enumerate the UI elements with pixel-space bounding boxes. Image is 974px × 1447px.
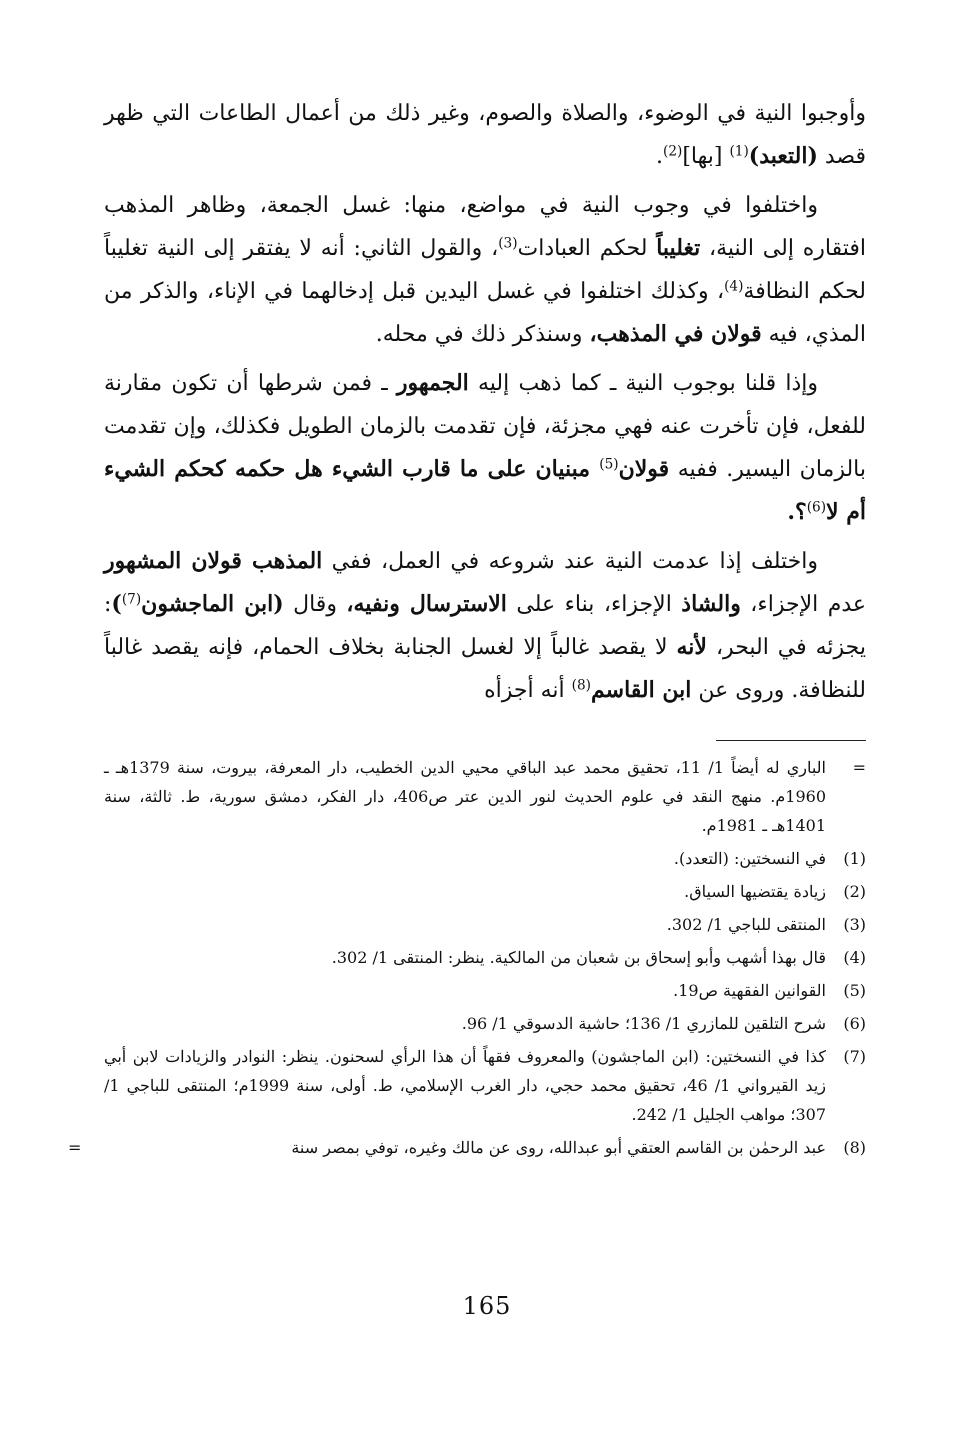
footnote-ref: (1): [729, 143, 749, 160]
footnote-number: (8): [843, 1138, 866, 1157]
text-run: ـ فمن شرطها أن تكون مقارنة للفعل، فإن تأخرت عنه فهي مجزئة، فإن تقدمت بالزمان الطويل فكذلك، وإن تقدمت بالزمان اليسير. ففيه: [104, 371, 866, 482]
footnote-number: (1): [843, 849, 866, 868]
footnote: [104, 910, 866, 939]
footnote: [104, 943, 866, 972]
page-number: 165: [462, 1292, 512, 1320]
footnote-text: في النسختين: (التعدد).: [673, 849, 826, 868]
bold-term: قولان: [618, 456, 670, 482]
text-run: : يجزئه في البحر،: [104, 592, 867, 660]
paragraph: [104, 92, 866, 178]
footnote: [104, 753, 866, 840]
footnote-text: المنتقى للباجي 1/ 302.: [666, 915, 826, 934]
footnote-ref: (3): [498, 235, 518, 252]
footnote-number: =: [852, 758, 866, 777]
paragraph: [104, 540, 866, 712]
text-run: وسنذكر ذلك في محله.: [375, 322, 590, 347]
text-run: وأوجبوا النية في الوضوء، والصلاة والصوم، وغير ذلك من أعمال الطاعات التي ظهر قصد: [104, 101, 866, 169]
footnote: [104, 877, 866, 906]
footnotes: [68, 753, 866, 1162]
paragraph: [104, 362, 866, 534]
text-run: ، وكذلك اختلفوا في غسل اليدين قبل إدخالهما في الإناء، والذكر من المذي، فيه: [104, 279, 866, 347]
footnote-number: (5): [843, 981, 866, 1000]
bold-term: الاسترسال ونفيه،: [346, 591, 507, 617]
footnote-text: القوانين الفقهية ص19.: [673, 981, 826, 1000]
text-run: عدم الإجزاء،: [740, 592, 866, 617]
text-run: واختلفوا في وجوب النية في مواضع، منها: غسل الجمعة، وظاهر المذهب افتقاره إلى النية،: [104, 193, 866, 261]
text-run: وقال: [283, 592, 347, 617]
bold-term: لأنه: [676, 634, 707, 660]
bold-term: ؟.: [787, 499, 807, 525]
footnote-separator: [716, 740, 866, 741]
text-run: [بها]: [682, 144, 730, 169]
footnote-number: (7): [843, 1047, 866, 1066]
footnote-number: (2): [843, 882, 866, 901]
footnote-number: (4): [843, 948, 866, 967]
text-run: أنه أجزأه: [484, 678, 572, 703]
footnote-number: (6): [843, 1014, 866, 1033]
text-run: لا يقصد غالباً إلا لغسل الجنابة بخلاف الحمام، فإنه يقصد غالباً للنظافة. وروى عن: [104, 635, 866, 703]
footnote-ref: (7): [121, 591, 142, 608]
text-run: .: [655, 144, 663, 169]
text-run: الإجزاء، بناء على: [506, 592, 682, 617]
footnote-text: الباري له أيضاً 1/ 11، تحقيق محمد عبد الباقي محيي الدين الخطيب، دار المعرفة، بيروت، سنة 1379هـ ـ 1960م. منهج النقد في علوم الحديث لنور الدين عتر ص406، دار الفكر، دمشق سورية، ط. ثالثة، سنة 1401هـ ـ 1981م.: [104, 758, 827, 835]
bold-term: قولان في المذهب،: [589, 321, 762, 347]
footnote-ref: (6): [806, 499, 827, 516]
footnote-text: زيادة يقتضيها السياق.: [684, 882, 826, 901]
bold-term: الجمهور: [396, 370, 469, 396]
bold-term: تغليباً: [656, 235, 701, 261]
footnote: [104, 1042, 866, 1129]
continuation-mark: =: [68, 1138, 82, 1157]
bold-term: ابن القاسم: [591, 677, 692, 703]
footnote-ref: (5): [599, 456, 619, 473]
bold-term: والشاذ: [681, 591, 741, 617]
text-run: ، والقول الثاني: أنه لا يفتقر إلى النية تغليباً لحكم النظافة: [104, 236, 866, 304]
bold-term: المذهب قولان المشهور: [104, 548, 323, 574]
main-text: [104, 92, 866, 712]
text-run: لحكم العبادات: [517, 236, 657, 261]
footnote-text: عبد الرحمٰن بن القاسم العتقي أبو عبدالله، روى عن مالك وغيره، توفي بمصر سنة: [291, 1138, 826, 1157]
footnote-text: قال بهذا أشهب وأبو إسحاق بن شعبان من المالكية. ينظر: المنتقى 1/ 302.: [331, 948, 826, 967]
paragraph: [104, 184, 866, 356]
text-run: وإذا قلنا بوجوب النية ـ كما ذهب إليه: [468, 371, 818, 396]
footnote-ref: (4): [724, 278, 744, 295]
footnote-text: كذا في النسختين: (ابن الماجشون) والمعروف فقهاً أن هذا الرأي لسحنون. ينظر: النوادر والزيادات لابن أبي زيد القيرواني 1/ 46، تحقيق محمد حجي، دار الغرب الإسلامي، ط. أولى، سنة 1999م؛ المنتقى للباجي 1/ 307؛ مواهب الجليل 1/ 242.: [104, 1047, 827, 1124]
footnote-ref: (8): [571, 677, 591, 694]
footnote-ref: (2): [662, 143, 683, 160]
text-run: واختلف إذا عدمت النية عند شروعه في العمل، ففي: [322, 549, 818, 574]
footnote: [68, 1133, 866, 1162]
footnote: [104, 844, 866, 873]
footnote: [104, 1009, 866, 1038]
bold-term: مبنيان على ما قارب الشيء هل حكمه كحكم الشيء أم لا: [104, 456, 866, 525]
bold-term: ): [111, 591, 122, 617]
page-content: [68, 92, 867, 1166]
footnote-number: (3): [843, 915, 866, 934]
footnote: [104, 976, 866, 1005]
bold-term: (ابن الماجشون: [141, 591, 284, 617]
bold-term: (التعبد): [748, 143, 818, 169]
footnote-text: شرح التلقين للمازري 1/ 136؛ حاشية الدسوقي 1/ 96.: [461, 1014, 826, 1033]
